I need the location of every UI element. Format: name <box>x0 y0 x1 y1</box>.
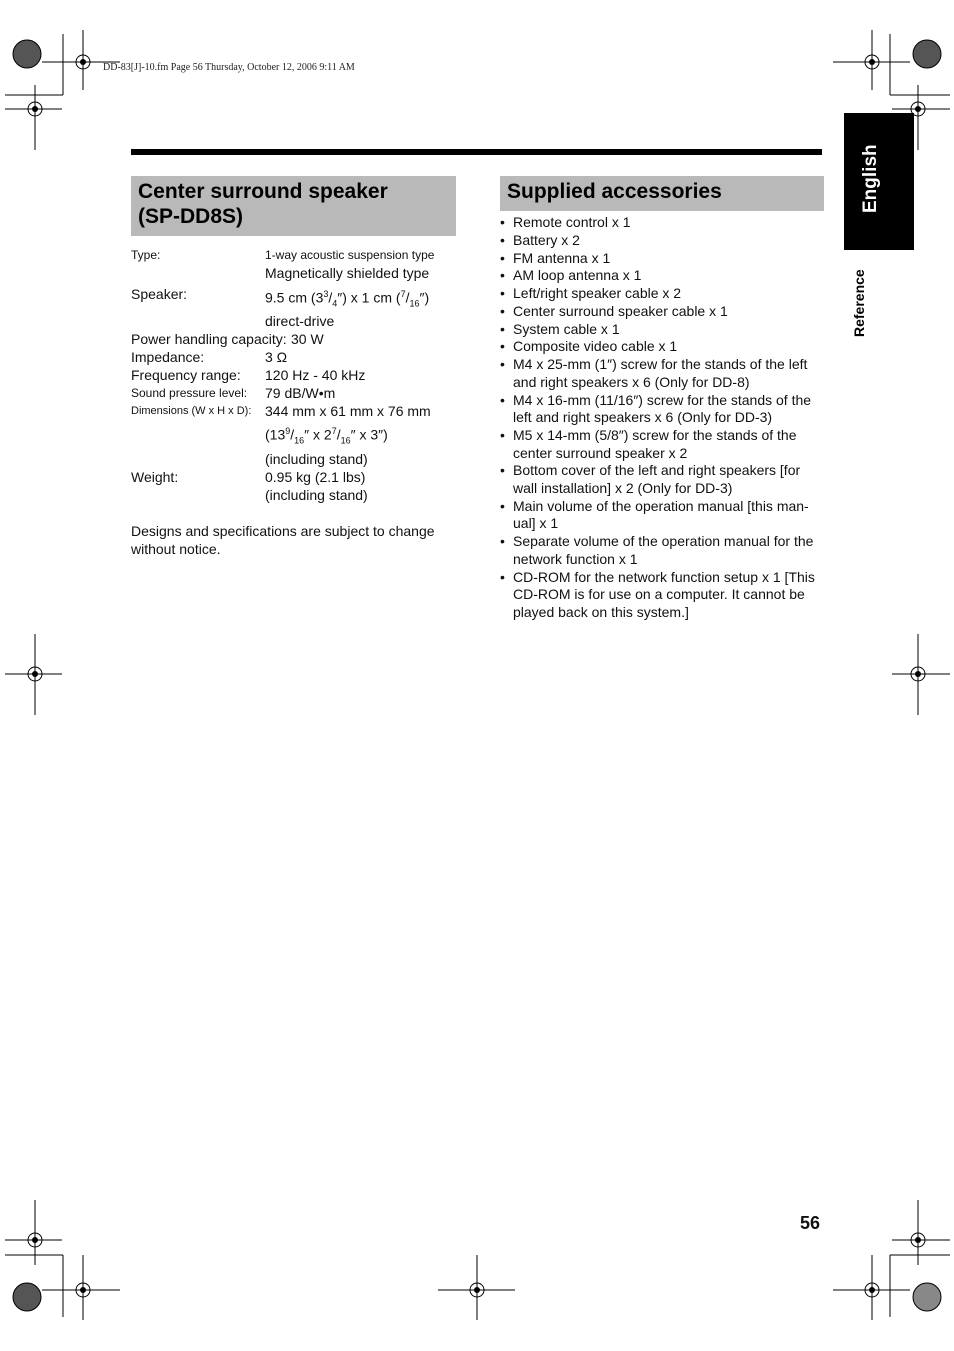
title-line2: (SP-DD8S) <box>138 205 244 228</box>
spec-value: (including stand) <box>265 450 368 467</box>
spec-label: Type: <box>131 248 161 262</box>
spec-weight <box>131 468 461 504</box>
spec-value: 1-way acoustic suspension type <box>265 248 435 262</box>
spec-value: (including stand) <box>265 486 368 503</box>
spec-power <box>131 330 461 348</box>
spec-value: 30 W <box>291 331 324 348</box>
accessory-item: • Separate volume of the operation manual for the network function x 1 <box>500 533 822 568</box>
spec-value: ($13^9/_{16}''$ x $2^7/_{16}''$ x 3″) <box>265 426 388 446</box>
spec-table <box>131 246 461 558</box>
accessory-item: • System cable x 1 <box>500 321 822 339</box>
accessory-item: • Remote control x 1 <box>500 214 822 232</box>
file-info-header: DD-83[J]-10.fm Page 56 Thursday, October 12, 2006 9:11 AM <box>103 62 355 73</box>
accessory-item: • Composite video cable x 1 <box>500 338 822 356</box>
spec-label: Sound pressure level: <box>131 386 248 401</box>
spec-frequency <box>131 366 461 384</box>
top-rule <box>131 149 822 155</box>
spec-value: Magnetically shielded type <box>265 265 430 281</box>
spec-value: 0.95 kg (2.1 lbs) <box>265 468 366 485</box>
accessory-item: • M4 x 25-mm (1″) screw for the stands of the left and right speakers x 6 (Only for DD-8) <box>500 356 822 391</box>
accessory-item: • M5 x 14-mm (5/8″) screw for the stands of the center surround speaker x 2 <box>500 427 822 462</box>
accessories-title: Supplied accessories <box>500 176 824 211</box>
language-tab-label: English <box>860 144 881 213</box>
page-number: 56 <box>800 1213 821 1233</box>
spec-impedance <box>131 348 461 366</box>
section-label: Reference <box>851 269 867 337</box>
spec-label: Speaker: <box>131 286 188 302</box>
accessory-item: • M4 x 16-mm (11/16″) screw for the stands of the left and right speakers x 6 (Only for DD-3) <box>500 392 822 427</box>
spec-value: 9.5 cm $(3^3/_4'')$ x 1 cm $(^7/_{16}'')$ <box>265 289 430 309</box>
accessory-item: • CD-ROM for the network function setup x 1 [This CD-ROM is for use on a computer. It cannot be played back on this system.] <box>500 569 822 622</box>
accessory-item: • Center surround speaker cable x 1 <box>500 303 822 321</box>
spec-value: 79 dB/W•m <box>265 385 336 402</box>
spec-label: Dimensions (W x H x D): <box>131 405 252 418</box>
spec-label: Weight: <box>131 468 179 485</box>
spec-label: Impedance: <box>131 349 205 366</box>
spec-speaker <box>131 285 461 330</box>
language-tab <box>844 113 914 250</box>
spec-value: 120 Hz - 40 kHz <box>265 367 366 384</box>
accessory-item: • Battery x 2 <box>500 232 822 250</box>
center-speaker-title <box>131 176 456 236</box>
spec-type <box>131 246 461 282</box>
accessories-list <box>500 214 822 621</box>
title-line1: Center surround speaker <box>138 180 388 203</box>
accessory-item: • AM loop antenna x 1 <box>500 267 822 285</box>
accessory-item: • Main volume of the operation manual [this man-ual] x 1 <box>500 498 822 533</box>
spec-dimensions <box>131 402 461 467</box>
accessory-item: • Bottom cover of the left and right speakers [for wall installation] x 2 (Only for DD-3) <box>500 462 822 497</box>
spec-note: Designs and specifications are subject to change without notice. <box>131 522 435 557</box>
accessory-item: • FM antenna x 1 <box>500 250 822 268</box>
spec-value: 3 Ω <box>265 349 288 366</box>
spec-value: 344 mm x 61 mm x 76 mm <box>265 403 431 420</box>
spec-label: Power handling capacity: <box>131 331 287 348</box>
spec-label: Frequency range: <box>131 367 241 384</box>
spec-spl <box>131 384 461 402</box>
spec-value: direct-drive <box>265 313 335 330</box>
accessory-item: • Left/right speaker cable x 2 <box>500 285 822 303</box>
